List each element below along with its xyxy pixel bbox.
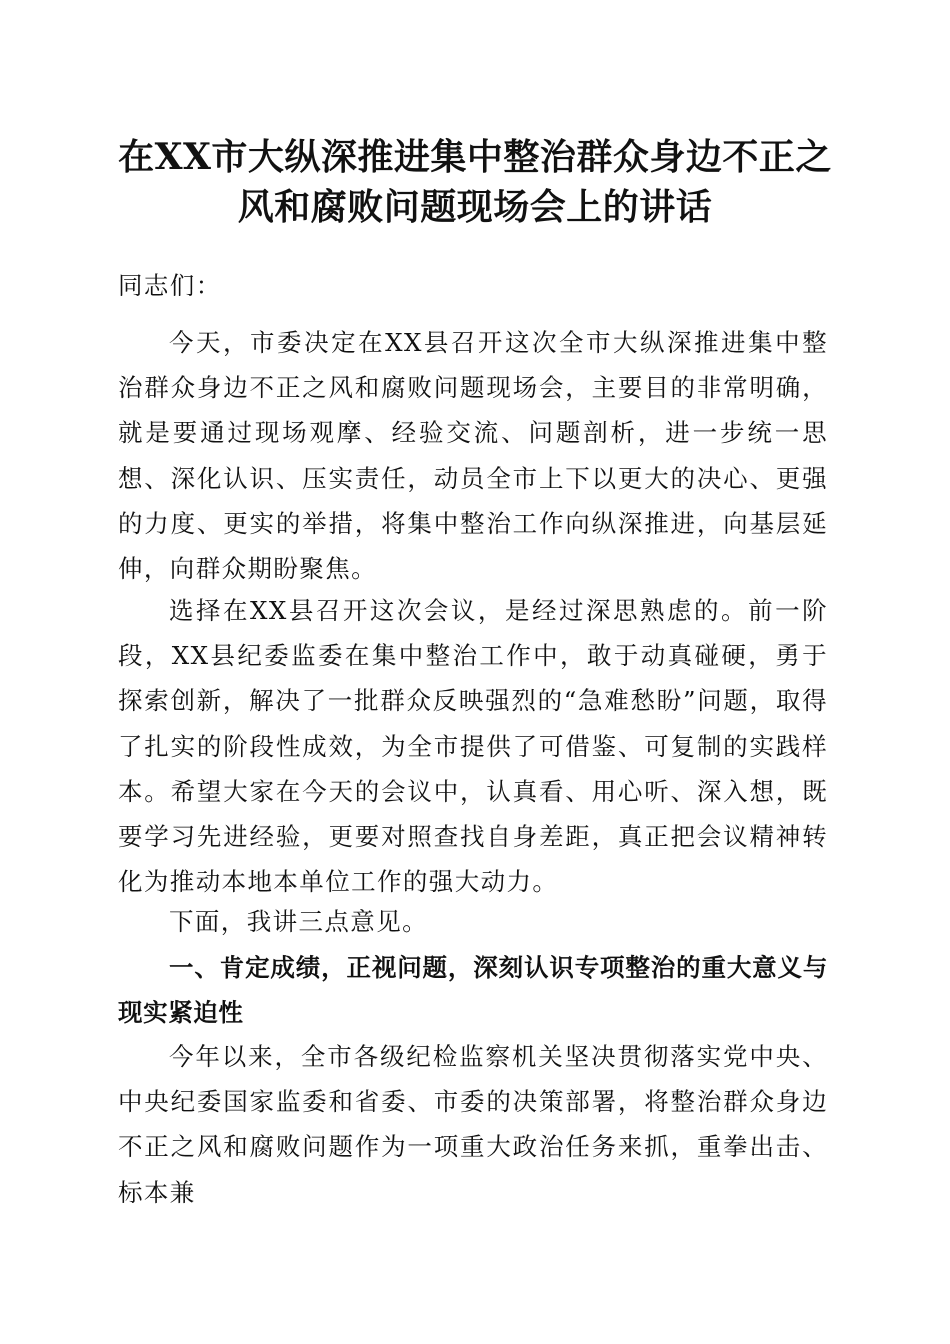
paragraph-intro: 今天，市委决定在XX县召开这次全市大纵深推进集中整治群众身边不正之风和腐败问题现场会，主要目的非常明确，就是要通过现场观摩、经验交流、问题剖析，进一步统一思想、深化认识、压实责任，动员全市上下以更大的决心、更强的力度、更实的举措，将集中整治工作向纵深推进，向基层延伸，向群众期盼聚焦。 [118, 328, 828, 584]
paragraph-venue-reason: 选择在XX县召开这次会议，是经过深思熟虑的。前一阶段，XX县纪委监委在集中整治工作中，敢于动真碰硬，勇于探索创新，解决了一批群众反映强烈的“急难愁盼”问题，取得了扎实的阶段性成效，为全市提供了可借鉴、可复制的实践样本。希望大家在今天的会议中，认真看、用心听、深入想，既要学习先进经验，更要对照查找自身差距，真正把会议精神转化为推动本地本单位工作的强大动力。 [118, 596, 828, 897]
section-heading-1: 一、肯定成绩，正视问题，深刻认识专项整治的重大意义与现实紧迫性 [118, 953, 828, 1028]
paragraph-section-1: 今年以来，全市各级纪检监察机关坚决贯彻落实党中央、中央纪委国家监委和省委、市委的决策部署，将整治群众身边不正之风和腐败问题作为一项重大政治任务来抓，重拳出击、标本兼 [118, 1042, 828, 1207]
salutation: 同志们： [118, 271, 222, 300]
paragraph-transition: 下面，我讲三点意见。 [169, 907, 428, 936]
document-title: 在XX市大纵深推进集中整治群众身边不正之风和腐败问题现场会上的讲话 [118, 136, 832, 228]
